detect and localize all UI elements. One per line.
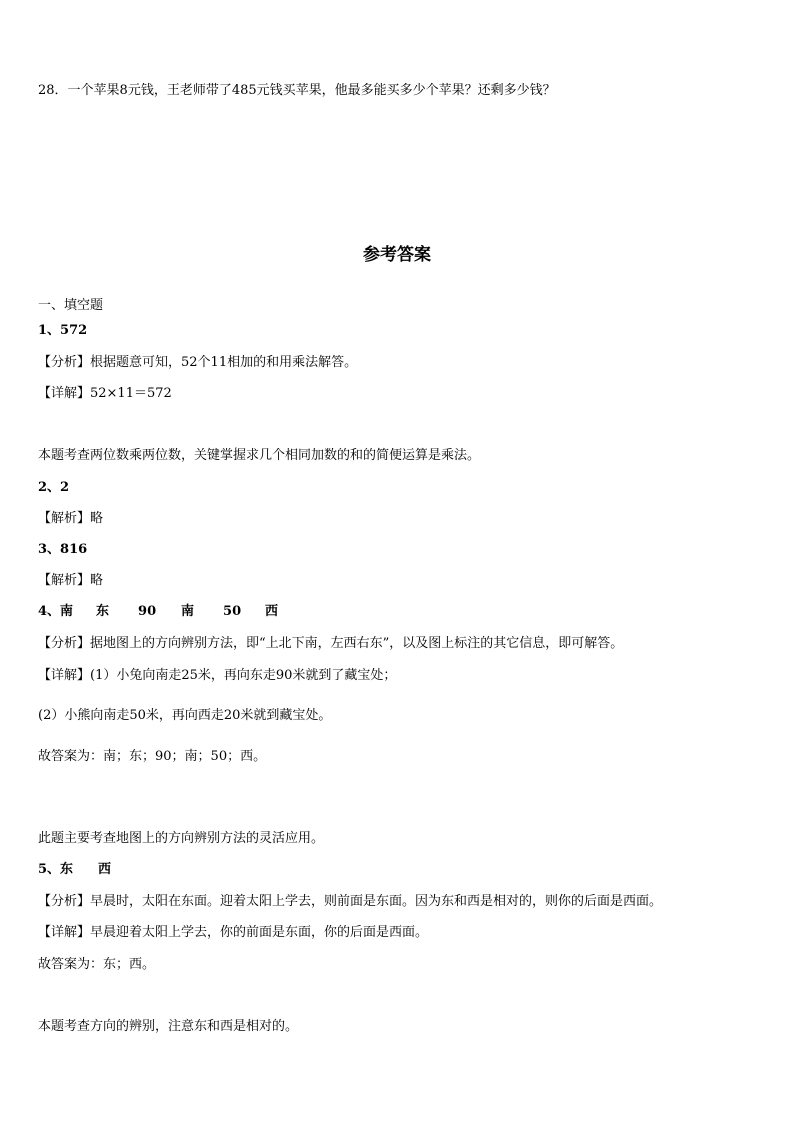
answer-4-item: 90 (138, 604, 157, 619)
answer-4-item: 南 (60, 604, 74, 619)
question-28: 28．一个苹果8元钱，王老师带了485元钱买苹果，他最多能买多少个苹果？还剩多少钱？ (38, 83, 556, 98)
answer-4-line (38, 604, 278, 620)
answer-4-prefix: 4、 (38, 604, 61, 619)
answer-1-analysis: 【分析】根据题意可知，52个11相加的和用乘法解答。 (38, 355, 358, 370)
answer-4-item: 南 (181, 604, 195, 619)
page-title: 参考答案 (363, 245, 431, 265)
answer-2-analysis: 【解析】略 (38, 511, 104, 526)
answer-4-detail-2: (2）小熊向南走50米，再向西走20米就到藏宝处。 (38, 708, 332, 723)
answer-5-result: 故答案为：东；西。 (38, 957, 156, 972)
answer-3-number: 3、816 (38, 542, 88, 557)
answer-4-result: 故答案为：南；东；90；南；50；西。 (38, 749, 267, 764)
answer-5-analysis: 【分析】早晨时，太阳在东面。迎着太阳上学去，则前面是东面。因为东和西是相对的，则你的后面是西面。 (38, 894, 663, 909)
answer-2-number: 2、2 (38, 480, 70, 495)
answer-4-item: 西 (265, 604, 279, 619)
answer-5-item: 西 (98, 862, 112, 877)
answer-5-line (38, 862, 111, 878)
answer-1-comment: 本题考查两位数乘两位数，关键掌握求几个相同加数的和的简便运算是乘法。 (38, 448, 481, 463)
answer-4-item: 50 (223, 604, 242, 619)
answer-4-analysis: 【分析】据地图上的方向辨别方法，即“上北下南，左西右东”，以及图上标注的其它信息，即可解答。 (38, 636, 624, 651)
answer-4-item: 东 (96, 604, 110, 619)
answer-1-number: 1、572 (38, 323, 88, 338)
answer-5-detail: 【详解】早晨迎着太阳上学去，你的前面是东面，你的后面是西面。 (38, 925, 429, 940)
answer-1-detail: 【详解】52×11＝572 (38, 386, 172, 401)
section-heading: 一、填空题 (38, 298, 104, 313)
answer-5-comment: 本题考查方向的辨别，注意东和西是相对的。 (38, 1019, 299, 1034)
answer-5-prefix: 5、 (38, 862, 61, 877)
answer-3-analysis: 【解析】略 (38, 573, 104, 588)
answer-4-detail-1: 【详解】(1）小兔向南走25米，再向东走90米就到了藏宝处； (38, 668, 397, 683)
answer-4-comment: 此题主要考查地图上的方向辨别方法的灵活应用。 (38, 831, 325, 846)
answer-5-item: 东 (60, 862, 74, 877)
